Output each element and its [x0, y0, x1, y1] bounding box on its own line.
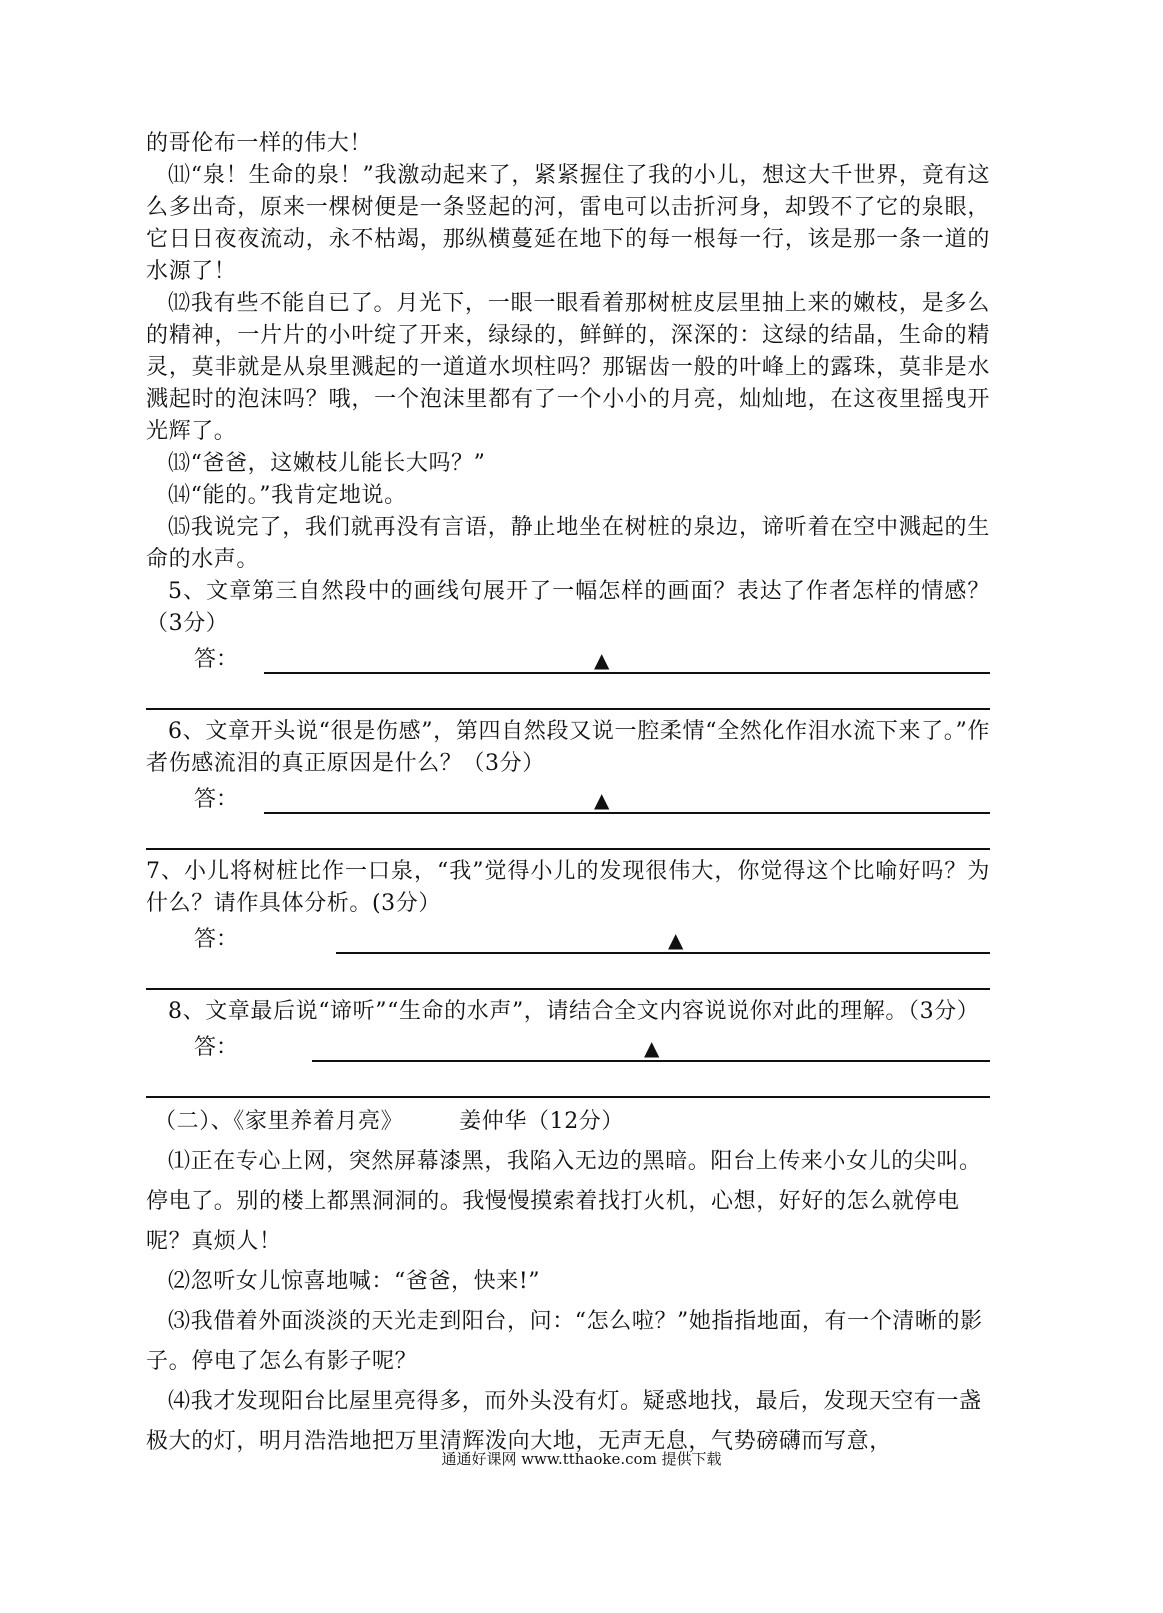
- triangle-marker-icon: ▲: [594, 788, 610, 812]
- page-footer: 通通好课网 www.tthaoke.com 提供下载: [441, 1450, 722, 1468]
- section-2-title: （二）、《家里养着月亮》: [154, 1109, 404, 1134]
- answer-area-5[interactable]: [146, 644, 990, 680]
- answer-line: [264, 672, 990, 674]
- triangle-marker-icon: ▲: [594, 648, 610, 672]
- triangle-marker-icon: ▲: [644, 1036, 660, 1060]
- answer-area-8[interactable]: [146, 1032, 990, 1068]
- section-2-author: 姜仲华（12分）: [459, 1109, 624, 1134]
- passage-paragraph-12: ⑿我有些不能自已了。月光下，一眼一眼看着那树桩皮层里抽上来的嫩枝，是多么的精神，一片片的小叶绽了开来，绿绿的，鲜鲜的，深深的：这绿的结晶，生命的精灵，莫非就是从泉里溅起的一道道水坝柱吗？那锯齿一般的叶峰上的露珠，莫非是水溅起时的泡沫吗？哦，一个泡沫里都有了一个小小的月亮，灿灿地，在这夜里摇曳开光辉了。: [146, 291, 990, 444]
- passage-paragraph-14: ⒁“能的。”我肯定地说。: [168, 483, 407, 508]
- section-2-paragraph-2: ⑵忽听女儿惊喜地喊：“爸爸，快来!”: [168, 1269, 541, 1294]
- passage-paragraph-11: ⑾“泉！生命的泉！”我激动起来了，紧紧握住了我的小儿，想这大千世界，竟有这么多出奇，原来一棵树便是一条竖起的河，雷电可以击折河身，却毁不了它的泉眼，它日日夜夜流动，永不枯竭，那纵横蔓延在地下的每一根每一行，该是那一条一道的水源了！: [146, 163, 990, 284]
- question-5: 5、文章第三自然段中的画线句展开了一幅怎样的画面？表达了作者怎样的情感？（3分）: [146, 579, 990, 636]
- divider-line: [146, 848, 990, 850]
- triangle-marker-icon: ▲: [668, 928, 684, 952]
- section-2-heading: [154, 1106, 990, 1138]
- answer-area-7[interactable]: [146, 924, 990, 960]
- section-2-paragraph-3: ⑶我借着外面淡淡的天光走到阳台，问：“怎么啦？”她指指地面，有一个清晰的影子。停电了怎么有影子呢？: [146, 1309, 983, 1374]
- divider-line: [146, 988, 990, 990]
- question-6: 6、文章开头说“很是伤感”，第四自然段又说一腔柔情“全然化作泪水流下来了。”作者伤感流泪的真正原因是什么？（3分）: [146, 719, 990, 776]
- question-7: 7、小儿将树桩比作一口泉，“我”觉得小儿的发现很伟大，你觉得这个比喻好吗？为什么？请作具体分析。(3分）: [146, 859, 990, 916]
- answer-label: 答：: [194, 787, 239, 812]
- answer-line: [312, 1060, 990, 1062]
- passage-paragraph-15: ⒂我说完了，我们就再没有言语，静止地坐在树桩的泉边，谛听着在空中溅起的生命的水声。: [146, 515, 990, 572]
- divider-line: [146, 1096, 990, 1098]
- exam-page: [146, 128, 990, 1462]
- answer-line: [264, 812, 990, 814]
- answer-label: 答：: [194, 1035, 239, 1060]
- section-2-paragraph-1: ⑴正在专心上网，突然屏幕漆黑，我陷入无边的黑暗。阳台上传来小女儿的尖叫。停电了。别的楼上都黑洞洞的。我慢慢摸索着找打火机，心想，好好的怎么就停电呢？真烦人！: [146, 1149, 982, 1254]
- passage-paragraph-10-end: 的哥伦布一样的伟大！: [146, 131, 373, 156]
- answer-label: 答：: [194, 927, 239, 952]
- answer-label: 答：: [194, 647, 239, 672]
- passage-paragraph-13: ⒀“爸爸，这嫩枝儿能长大吗？”: [168, 451, 486, 476]
- question-8: 8、文章最后说“谛听”“生命的水声”，请结合全文内容说说你对此的理解。（3分）: [168, 999, 980, 1024]
- divider-line: [146, 708, 990, 710]
- answer-line: [336, 952, 990, 954]
- section-2-paragraph-4: ⑷我才发现阳台比屋里亮得多，而外头没有灯。疑惑地找，最后，发现天空有一盏极大的灯，明月浩浩地把万里清辉泼向大地，无声无息，气势磅礴而写意，: [146, 1389, 982, 1454]
- answer-area-6[interactable]: [146, 784, 990, 820]
